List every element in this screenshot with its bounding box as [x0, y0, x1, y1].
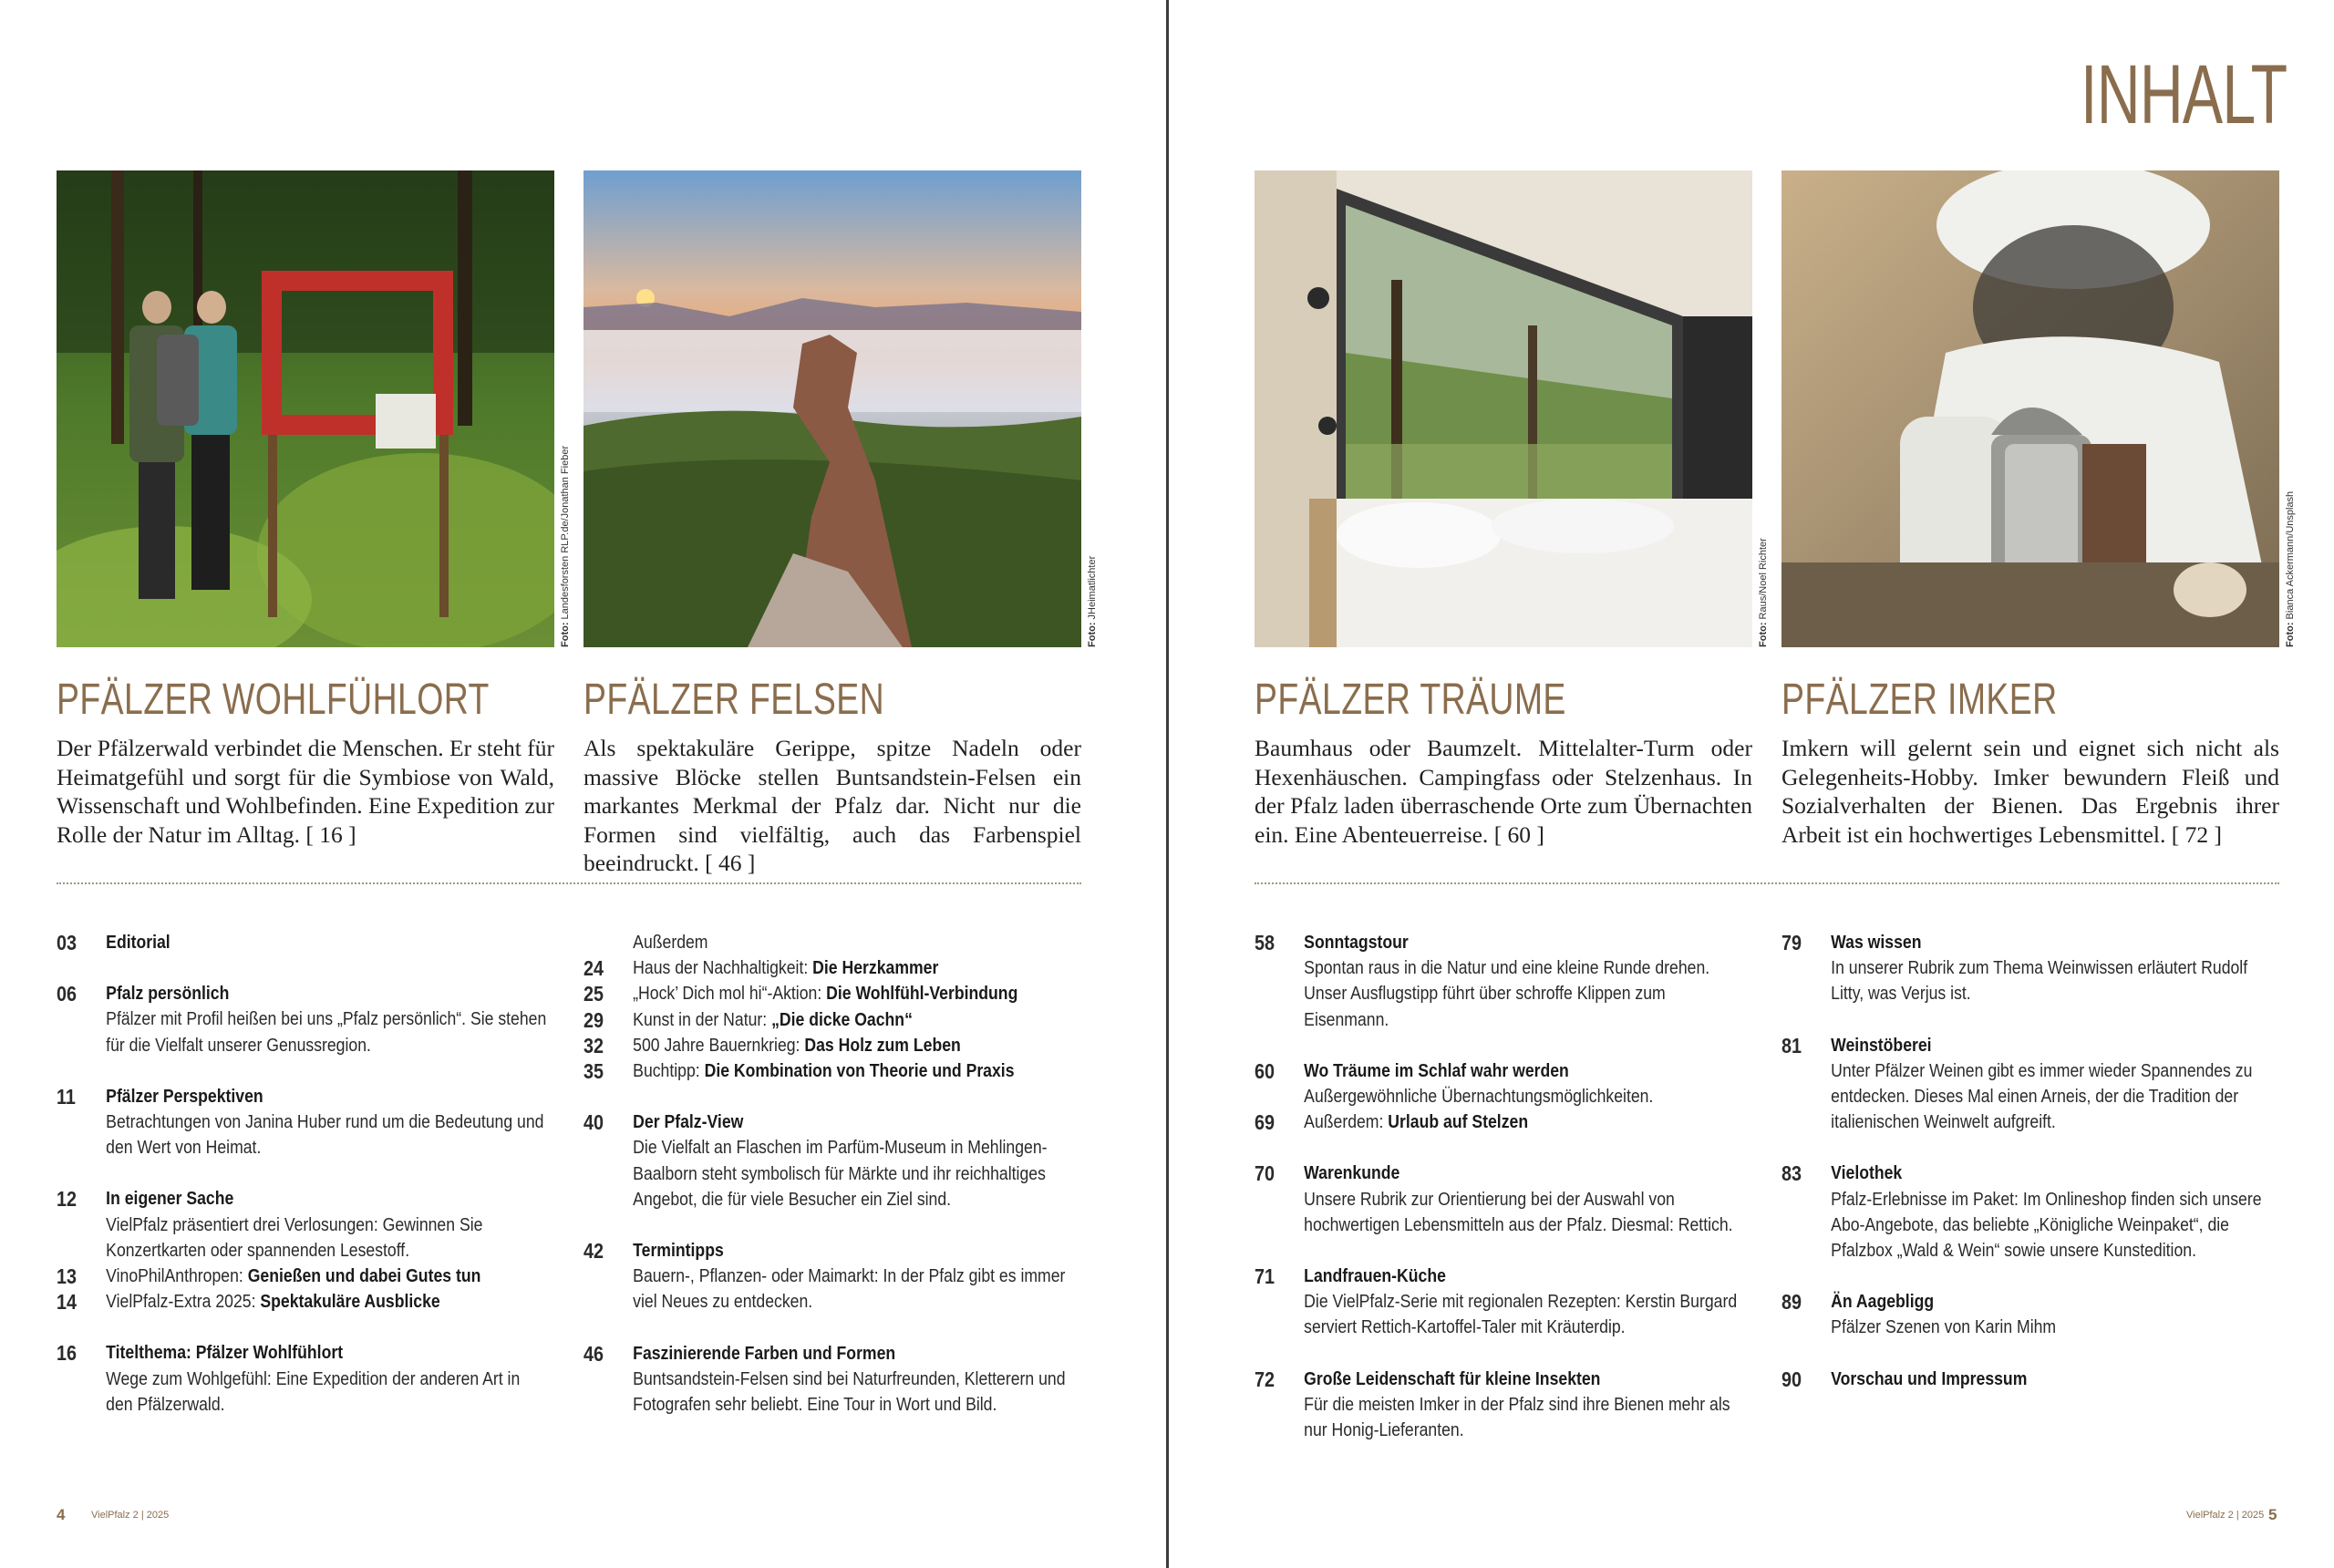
- footer-issue-right: VielPfalz 2 | 2025: [2186, 1510, 2265, 1521]
- toc-entry[interactable]: 60 Wo Träume im Schlaf wahr werden Außergewöhnliche Übernachtungsmöglichkeiten.: [1255, 1058, 1654, 1108]
- toc-entry[interactable]: 90 Vorschau und Impressum: [1781, 1367, 2028, 1391]
- dotted-divider: [1255, 882, 2279, 884]
- toc-entry[interactable]: 46 Faszinierende Farben und Formen Buntsandstein-Felsen sind bei Naturfreunden, Kletterern und Fotografen sehr beliebt. Eine Tour in Wort und Bild.: [584, 1341, 1066, 1416]
- feature-photo-beekeeper: [1781, 170, 2279, 647]
- feature-photo-rocks: [584, 170, 1081, 647]
- feature-text-wohlfuehlort: Der Pfälzerwald verbindet die Menschen. Er steht für Heimatgefühl und sorgt für die Symbiose von Wald, Wissenschaft und Wohlbefinden. Eine Expedition zur Rolle der Natur im Alltag. [ 16 ]: [57, 735, 554, 848]
- toc-entry[interactable]: 79 Was wissen In unserer Rubrik zum Thema Weinwissen erläutert Rudolf Litty, was Verjus ist.: [1781, 931, 2248, 1005]
- toc-entry[interactable]: 69 Außerdem: Urlaub auf Stelzen: [1255, 1110, 1529, 1135]
- toc-entry[interactable]: 70 Warenkunde Unsere Rubrik zur Orientierung bei der Auswahl von hochwertigen Lebensmitteln aus der Pfalz. Diesmal: Rettich.: [1255, 1161, 1733, 1235]
- toc-column-1: [57, 930, 549, 1418]
- toc-entry[interactable]: 40 Der Pfalz-View Die Vielfalt an Flaschen im Parfüm-Museum in Mehlingen-Baalborn steht symbolisch für Märkte und ihr reichhaltiges Angebot, die für viele Besucher ein Ziel sind.: [584, 1110, 1048, 1210]
- toc-entry[interactable]: 29 Kunst in der Natur: „Die dicke Oachn“: [584, 1007, 913, 1032]
- feature-text-imker: Imkern will gelernt sein und eignet sich nicht als Gelegenheits-Hobby. Imker bewundern Fleiß und Sozialverhalten der Bienen. Das Ergebnis ihrer Arbeit ist ein hochwertiges Lebensmittel. [ 72 ]: [1781, 735, 2279, 848]
- toc-entry[interactable]: 14 VielPfalz-Extra 2025: Spektakuläre Ausblicke: [57, 1290, 440, 1315]
- toc-entry[interactable]: 16 Titelthema: Pfälzer Wohlfühlort Wege zum Wohlgefühl: Eine Expedition der anderen Art in den Pfälzerwald.: [57, 1341, 521, 1415]
- toc-entry[interactable]: 42 Termintipps Bauern-, Pflanzen- oder Maimarkt: In der Pfalz gibt es immer viel Neues zu entdecken.: [584, 1239, 1066, 1313]
- page-title: INHALT: [2080, 48, 2287, 141]
- dotted-divider: [57, 882, 1081, 884]
- toc-entry[interactable]: 03 Editorial: [57, 931, 170, 954]
- toc-entry[interactable]: 89 Än Aagebligg Pfälzer Szenen von Karin Mihm: [1781, 1290, 2057, 1338]
- toc-entry[interactable]: 58 Sonntagstour Spontan raus in die Natur und eine kleine Runde drehen. Unser Ausflugstipp führt über schroffe Klippen zum Eisenmann.: [1255, 931, 1710, 1030]
- toc-intro: Außerdem: [633, 932, 708, 953]
- toc-column-4: [1781, 930, 2274, 1392]
- toc-column-2: [584, 930, 1076, 1418]
- toc-entry[interactable]: 83 Vielothek Pfalz-Erlebnisse im Paket: Im Onlineshop finden sich unsere Abo-Angebote, das beliebte „Königliche Weinpaket“, die Pfalzbox „Wald & Wein“ sowie unsere Kunstedition.: [1781, 1161, 2262, 1262]
- toc-column-3: [1255, 930, 1747, 1443]
- toc-entry[interactable]: 71 Landfrauen-Küche Die VielPfalz-Serie mit regionalen Rezepten: Kerstin Burgard serviert Rettich-Kartoffel-Taler mit Kräuterdip.: [1255, 1264, 1738, 1338]
- feature-title-wohlfuehlort: PFÄLZER WOHLFÜHLORT: [57, 676, 490, 724]
- right-page: [1169, 0, 2334, 1568]
- page-number-right: 5: [2268, 1506, 2277, 1523]
- feature-title-felsen: PFÄLZER FELSEN: [584, 676, 885, 724]
- toc-entry[interactable]: 72 Große Leidenschaft für kleine Insekten Für die meisten Imker in der Pfalz sind ihre Bienen mehr als nur Honig-Lieferanten.: [1255, 1367, 1730, 1441]
- toc-entry[interactable]: 12 In eigener Sache VielPfalz präsentiert drei Verlosungen: Gewinnen Sie Konzertkarten oder spannenden Lesestoff.: [57, 1187, 483, 1261]
- toc-entry[interactable]: 81 Weinstöberei Unter Pfälzer Weinen gibt es immer wieder Spannendes zu entdecken. Dieses Mal einen Arneis, der die Tradition der italienischen Weinwelt aufgreift.: [1781, 1033, 2253, 1133]
- feature-photo-cabin: [1255, 170, 1752, 647]
- toc-entry[interactable]: 32 500 Jahre Bauernkrieg: Das Holz zum Leben: [584, 1033, 961, 1057]
- page-number-left: 4: [57, 1506, 66, 1523]
- photo-credit-1: Foto: Landesforsten RLP.de/Jonathan Fieber: [560, 445, 571, 647]
- toc-entry[interactable]: 24 Haus der Nachhaltigkeit: Die Herzkammer: [584, 956, 939, 981]
- toc-entry[interactable]: 25 „Hock’ Dich mol hi“-Aktion: Die Wohlfühl-Verbindung: [584, 982, 1018, 1006]
- photo-credit-4: Foto: Bianca Ackermann/Unsplash: [2285, 490, 2296, 647]
- photo-credit-2: Foto: JHeimatlichter: [1087, 555, 1098, 647]
- feature-title-imker: PFÄLZER IMKER: [1781, 676, 2058, 724]
- toc-entry[interactable]: 11 Pfälzer Perspektiven Betrachtungen von Janina Huber rund um die Bedeutung und den Wert von Heimat.: [57, 1084, 544, 1159]
- toc-entry[interactable]: 35 Buchtipp: Die Kombination von Theorie und Praxis: [584, 1059, 1015, 1084]
- toc-entry[interactable]: 13 VinoPhilAnthropen: Genießen und dabei Gutes tun: [57, 1264, 481, 1289]
- toc-entry[interactable]: 06 Pfalz persönlich Pfälzer mit Profil heißen bei uns „Pfalz persönlich“. Sie stehen für die Vielfalt unserer Genussregion.: [57, 982, 547, 1056]
- feature-text-traeume: Baumhaus oder Baumzelt. Mittelalter-Turm oder Hexenhäuschen. Campingfass oder Stelzenhaus. In der Pfalz laden überraschende Orte zum Übernachten ein. Eine Abenteuerreise. [ 60 ]: [1255, 735, 1752, 848]
- feature-text-felsen: Als spektakuläre Gerippe, spitze Nadeln oder massive Blöcke stellen Buntsandstein-Felsen ein markantes Merkmal der Pfalz dar. Nicht nur die Formen sind vielfältig, auch das Farbenspiel beeindruckt. [ 46 ]: [584, 735, 1081, 876]
- feature-photo-hikers: [57, 170, 554, 647]
- photo-credit-3: Foto: Raus/Noel Richter: [1758, 538, 1769, 647]
- feature-title-traeume: PFÄLZER TRÄUME: [1255, 676, 1566, 724]
- footer-issue-left: VielPfalz 2 | 2025: [91, 1510, 170, 1521]
